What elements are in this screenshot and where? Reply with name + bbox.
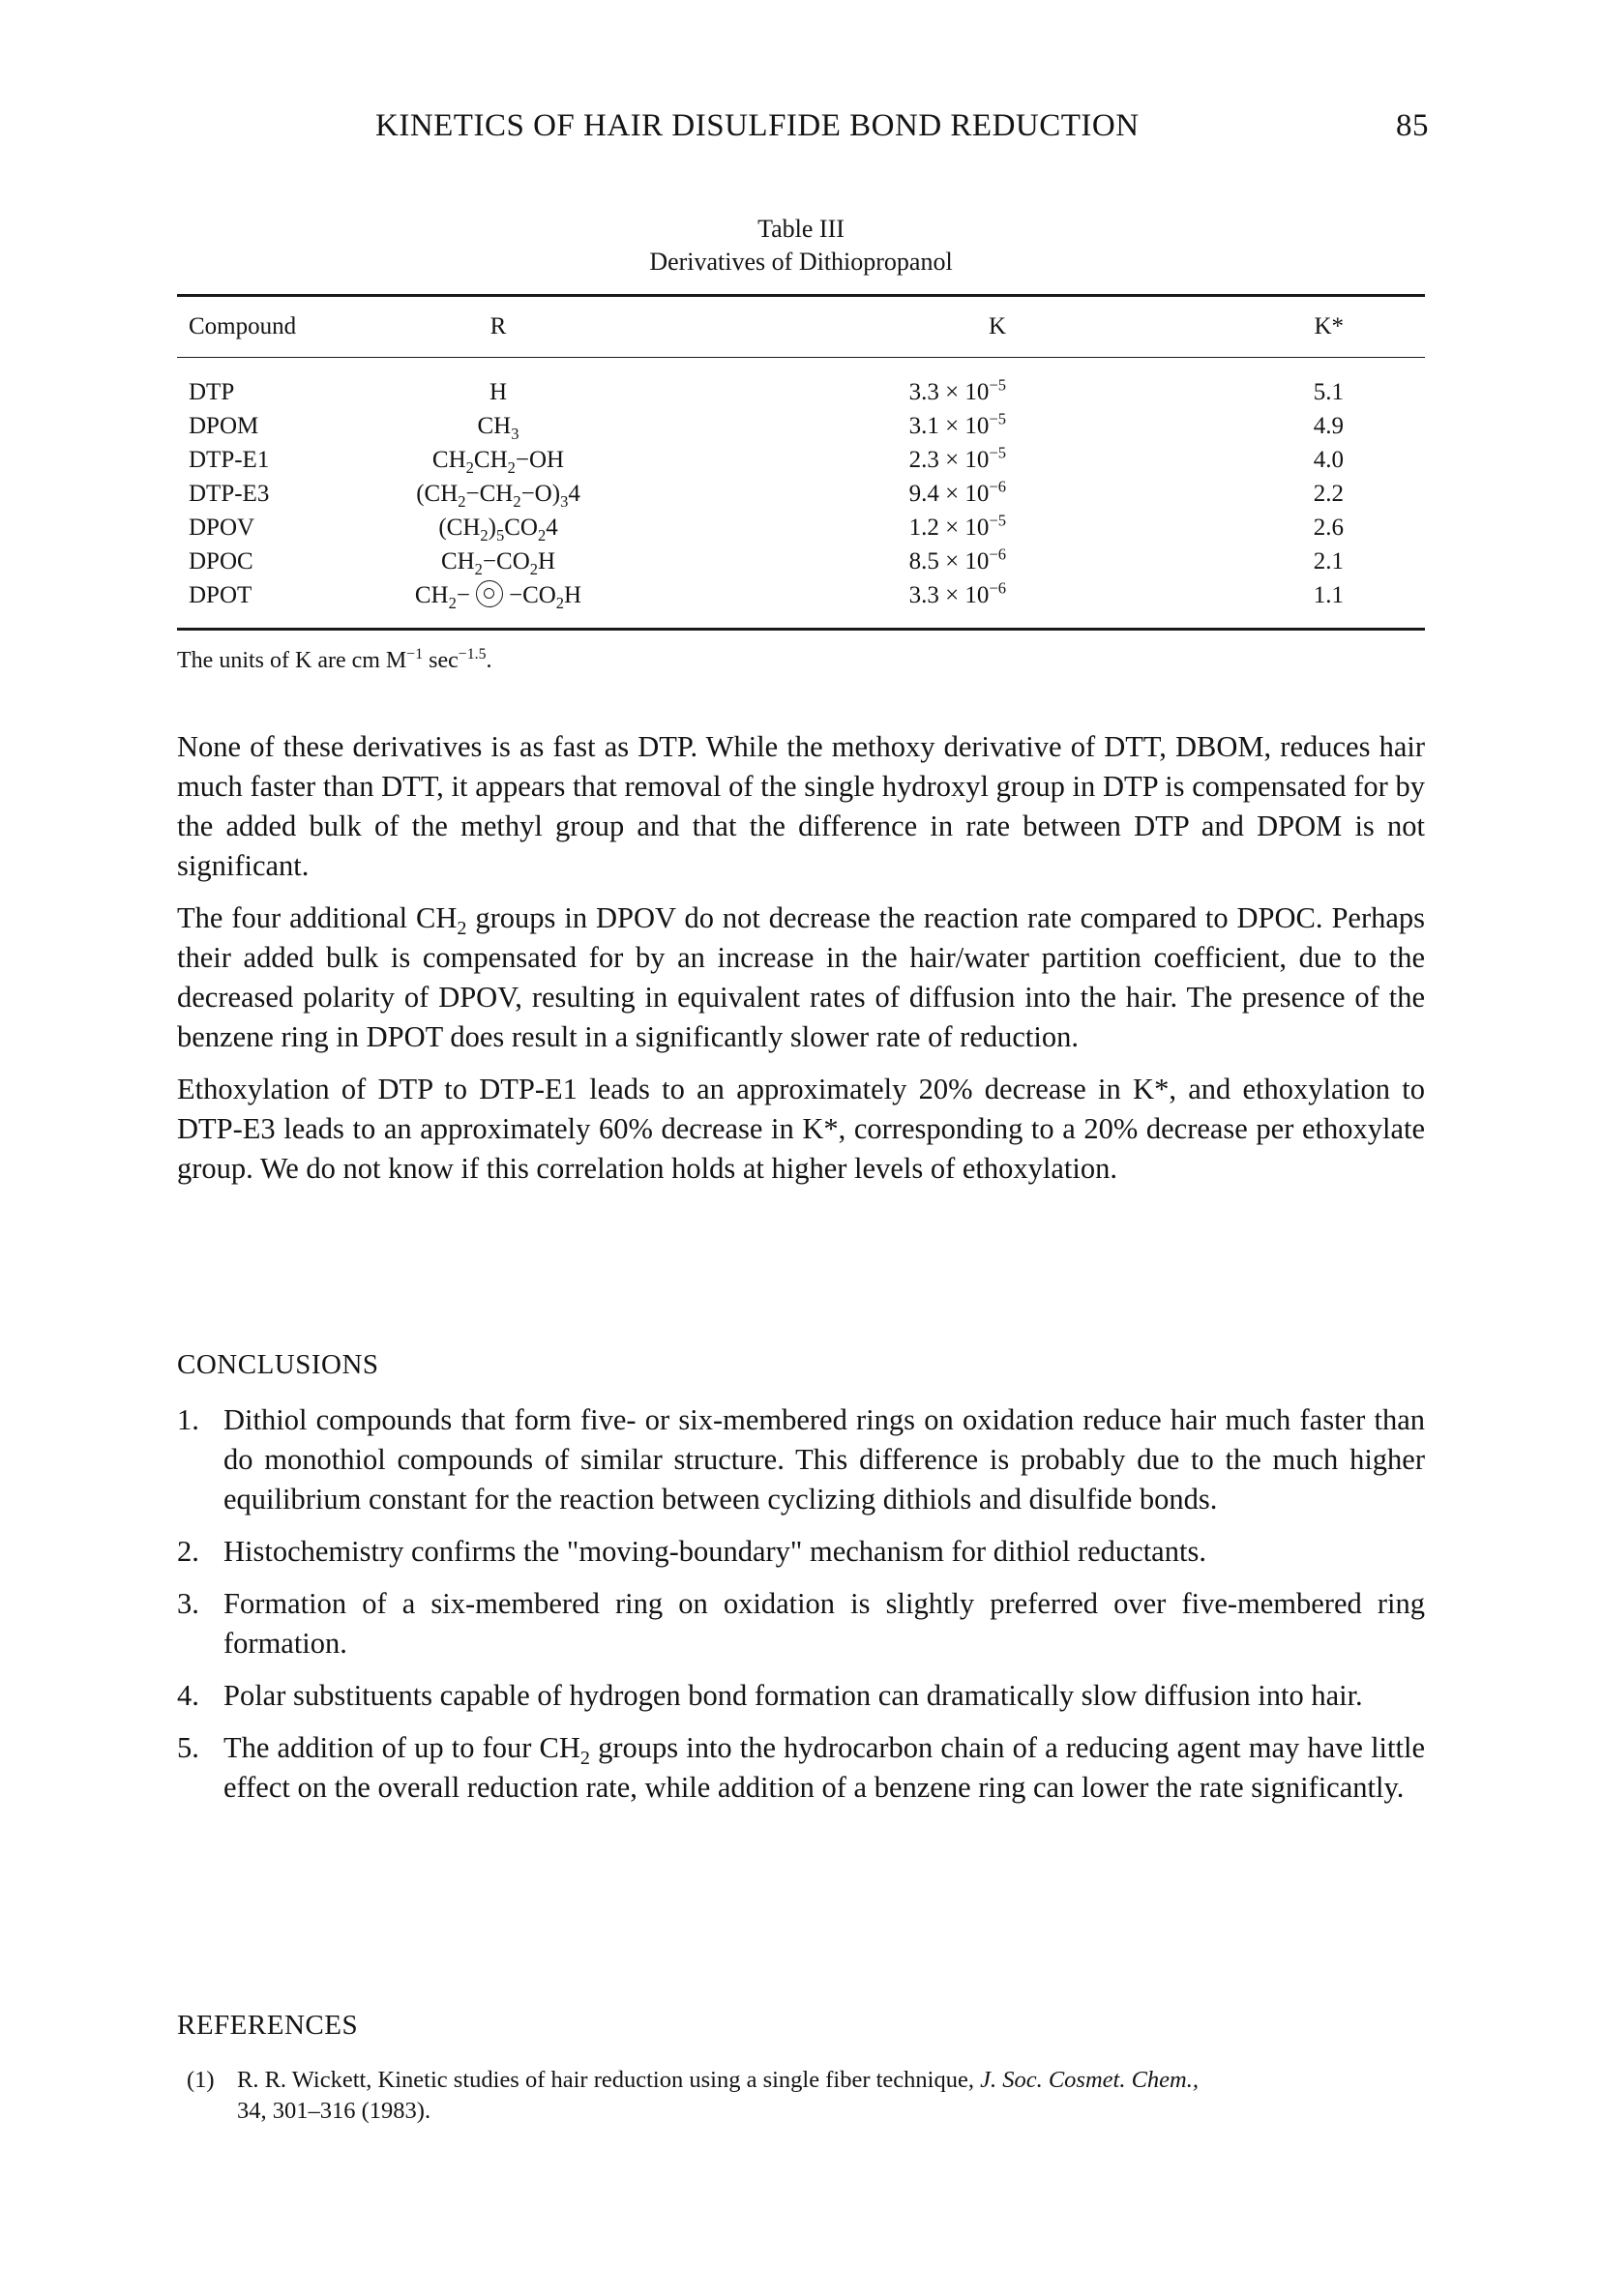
cell-kstar: 4.9 (1313, 413, 1344, 439)
cell-k: $1.2 \times 10^{-5}$ (908, 511, 1006, 541)
reference-item: (1) R. R. Wickett, Kinetic studies of hair reduction using a single fiber technique, J. Soc. Cosmet. Chem., 34, 301–316 (1983). (187, 2067, 1200, 2124)
cell-r: $(CH_2)_5CO_24$ (438, 515, 558, 545)
cell-compound: DTP-E1 (189, 447, 270, 473)
col-k: K (988, 313, 1006, 339)
table-row (177, 358, 1425, 410)
table-row (177, 578, 1425, 630)
list-item: 1. Dithiol compounds that form five- or six-membered rings on oxidation reduce hair much faster than do monothiol compounds of similar structure. This difference is probably due to the much higher equilibrium constant for the reaction between cyclizing dithiols and disulfide bonds. (177, 1403, 1425, 1516)
cell-r: $(CH_2-CH_2-O)_34$ (416, 481, 580, 511)
table-row (177, 477, 1425, 511)
cell-compound: DPOT (189, 582, 252, 608)
table-footnote: The units of K are cm $M^{-1}$ $\sec^{-1.5}$. (177, 646, 492, 673)
references-heading: REFERENCES (177, 2010, 359, 2041)
col-r: R (489, 313, 507, 339)
cell-k: $3.1 \times 10^{-5}$ (908, 409, 1006, 439)
paragraph: The four additional $CH_2$ groups in DPOV do not decrease the reaction rate compared to DPOC. Perhaps their added bulk is compensated for by an increase in the hair/water partition coefficient, due to the decreased polarity of DPOV, resulting in equivalent rates of diffusion into the hair. The presence of the benzene ring in DPOT does result in a significantly slower rate of reduction. (177, 901, 1426, 1053)
conclusions-list (177, 1400, 1425, 1820)
table-row (177, 409, 1425, 443)
cell-kstar: 2.2 (1313, 481, 1344, 507)
table-row (177, 443, 1425, 477)
benzene-ring-icon (476, 580, 503, 607)
cell-r: $CH_2-CO_2H$ (440, 548, 556, 578)
cell-compound: DPOM (189, 413, 259, 439)
journal-name: J. Soc. Cosmet. Chem., (980, 2067, 1200, 2093)
cell-kstar: 1.1 (1313, 582, 1344, 608)
cell-r: H (489, 379, 508, 405)
cell-compound: DTP (189, 379, 235, 405)
list-item: 2. Histochemistry confirms the "moving-boundary" mechanism for dithiol reductants. (177, 1535, 1206, 1568)
derivatives-table (177, 297, 1425, 631)
running-head (0, 108, 1601, 157)
cell-kstar: 2.6 (1313, 515, 1344, 541)
cell-k: $8.5 \times 10^{-6}$ (908, 545, 1006, 574)
cell-k: $3.3 \times 10^{-6}$ (908, 578, 1006, 608)
cell-compound: DPOC (189, 548, 253, 574)
list-item: 5. The addition of up to four $CH_2$ groups into the hydrocarbon chain of a reducing agent may have little effect on the overall reduction rate, while addition of a benzene ring can lower the rate significantly. (177, 1731, 1425, 1804)
table-row (177, 511, 1425, 545)
col-kstar: K* (1314, 313, 1344, 339)
cell-r: $CH_2CH_2-OH$ (431, 447, 565, 477)
body-text (177, 727, 1425, 1201)
list-item: 4. Polar substituents capable of hydrogen bond formation can dramatically slow diffusion into hair. (177, 1679, 1363, 1712)
table-header-row (177, 297, 1425, 358)
col-compound: Compound (189, 313, 297, 339)
cell-k: $9.4 \times 10^{-6}$ (908, 477, 1006, 507)
list-item: 3. Formation of a six-membered ring on oxidation is slightly preferred over five-membered ring formation. (177, 1587, 1425, 1660)
paragraph: Ethoxylation of DTP to DTP-E1 leads to an approximately 20% decrease in K*, and ethoxylation to DTP-E3 leads to an approximately 60% decrease in K*, corresponding to a 20% decrease per ethoxylate group. We do not know if this correlation holds at higher levels of ethoxylation. (177, 1073, 1425, 1185)
conclusions-heading: CONCLUSIONS (177, 1349, 379, 1380)
table-label: Table III (757, 215, 845, 243)
cell-kstar: 4.0 (1313, 447, 1344, 473)
cell-compound: DTP-E3 (189, 481, 270, 507)
table-title: Derivatives of Dithiopropanol (649, 248, 953, 276)
table-iii (177, 213, 1425, 674)
cell-k: $2.3 \times 10^{-5}$ (908, 443, 1006, 473)
cell-r: $CH_2- -CO_2H$ (414, 582, 582, 612)
page-number: 85 (1396, 108, 1429, 143)
table-row (177, 545, 1425, 578)
running-title: KINETICS OF HAIR DISULFIDE BOND REDUCTION (375, 108, 1140, 143)
cell-compound: DPOV (189, 515, 255, 541)
cell-kstar: 2.1 (1313, 548, 1344, 574)
cell-kstar: 5.1 (1313, 379, 1344, 405)
cell-k: $3.3 \times 10^{-5}$ (908, 375, 1006, 405)
references-list (187, 2065, 1435, 2127)
paragraph: None of these derivatives is as fast as DTP. While the methoxy derivative of DTT, DBOM, reduces hair much faster than DTT, it appears that removal of the single hydroxyl group in DTP is compensated for by the added bulk of the methyl group and that the difference in rate between DTP and DPOM is not significant. (177, 730, 1425, 882)
cell-r: $CH_3$ (477, 413, 519, 443)
